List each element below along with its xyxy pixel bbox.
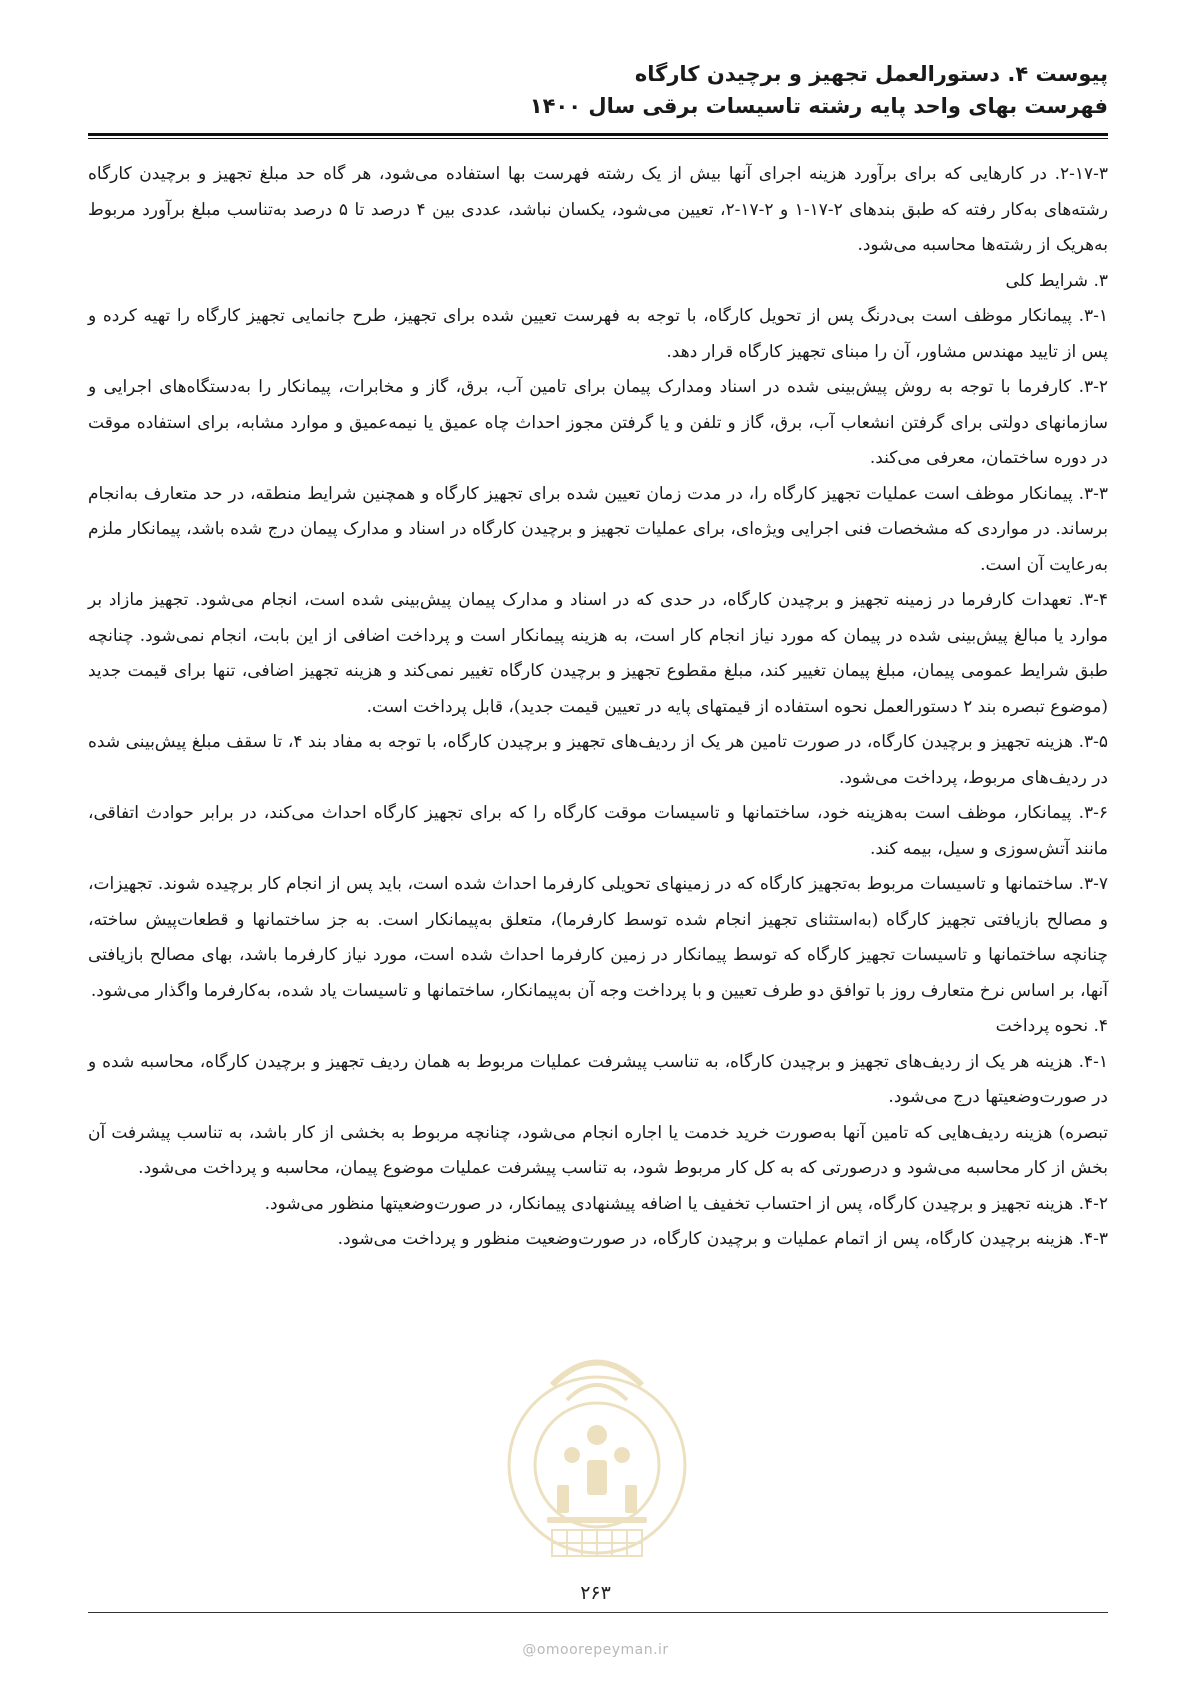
- section-heading-payment: ۴. نحوه پرداخت: [995, 1016, 1108, 1036]
- paragraph-3-2: ۳-۲. کارفرما با توجه به روش پیش‌بینی شده در اسناد ومدارک پیمان برای تامین آب، برق، گاز و مخابرات، پیمانکار را به‌دستگاه‌های اجرایی و سازمانهای دولتی برای گرفتن انشعاب آب، برق، گاز و تلفن و یا گرفتن مجوز احداث چاه عمیق یا نیمه‌عمیق و موارد مشابه، برای استفاده موقت در دوره ساختمان، معرفی می‌کند.: [88, 377, 1108, 468]
- header-title: پیوست ۴. دستورالعمل تجهیز و برچیدن کارگاه: [634, 62, 1108, 86]
- document-body: [88, 157, 1108, 1258]
- header-divider-thick: [88, 133, 1108, 136]
- paragraph-4-3: ۴-۳. هزینه برچیدن کارگاه، پس از اتمام عملیات و برچیدن کارگاه، در صورت‌وضعیت منظور و پرداخت می‌شود.: [337, 1229, 1108, 1249]
- seal-watermark-icon: [492, 1345, 702, 1570]
- paragraph-3-7: ۳-۷. ساختمانها و تاسیسات مربوط به‌تجهیز کارگاه که در زمینهای تحویلی کارفرما احداث شده است، باید پس از انجام کار برچیده شوند. تجهیزات، و مصالح بازیافتی تجهیز کارگاه (به‌استثنای تجهیز انجام شده توسط کارفرما)، متعلق به‌پیمانکار است. به جز ساختمانها و قطعات‌پیش ساخته، چنانچه ساختمانها و تاسیسات تجهیز کارگاه که توسط پیمانکار در زمین کارفرما احداث شده است، مورد نیاز کارفرما باشد، بهای مصالح بازیافتی آنها، بر اساس نرخ متعارف روز با توافق دو طرف تعیین و با پرداخت وجه آن به‌پیمانکار، ساختمانها و تاسیسات یاد شده، به‌کارفرما واگذار می‌شود.: [88, 874, 1108, 1001]
- header-divider-thin: [88, 138, 1108, 139]
- section-heading-general-conditions: ۳. شرایط کلی: [1005, 270, 1108, 291]
- paragraph-3-6: ۳-۶. پیمانکار، موظف است به‌هزینه خود، ساختمانها و تاسیسات موقت کارگاه را که برای تجهیز کارگاه احداث می‌کند، در برابر حوادث اتفاقی، مانند آتش‌سوزی و سیل، بیمه کند.: [88, 803, 1108, 859]
- footer-divider: [88, 1612, 1108, 1613]
- page-number: ۲۶۳: [580, 1582, 611, 1604]
- paragraph-note: تبصره) هزینه ردیف‌هایی که تامین آنها به‌صورت خرید خدمت یا اجاره انجام می‌شود، چنانچه مربوط به بخشی از کار باشد، به تناسب پیشرفت آن بخش از کار محاسبه می‌شود و درصورتی که به کل کار مربوط شود، به تناسب پیشرفت عملیات موضوع پیمان، محاسبه و پرداخت می‌شود.: [88, 1122, 1108, 1178]
- page-header: [88, 58, 1108, 122]
- paragraph-3-5: ۳-۵. هزینه تجهیز و برچیدن کارگاه، در صورت تامین هر یک از ردیف‌های تجهیز و برچیدن کارگاه، با توجه به مفاد بند ۴، تا سقف مبلغ پیش‌بینی شده در ردیف‌های مربوط، پرداخت می‌شود.: [88, 732, 1108, 788]
- paragraph-4-2: ۴-۲. هزینه تجهیز و برچیدن کارگاه، پس از احتساب تخفیف یا اضافه پیشنهادی پیمانکار، در صورت‌وضعیتها منظور می‌شود.: [264, 1193, 1108, 1214]
- paragraph-3-4: ۳-۴. تعهدات کارفرما در زمینه تجهیز و برچیدن کارگاه، در حدی که در اسناد و مدارک پیمان پیش‌بینی شده است، انجام می‌شود. تجهیز مازاد بر موارد یا مبالغ پیش‌بینی شده در پیمان که مورد نیاز انجام کار است، به هزینه پیمانکار است و پرداخت اضافی از این بابت، انجام نمی‌شود. چنانچه طبق شرایط عمومی پیمان، مبلغ پیمان تغییر کند، مبلغ مقطوع تجهیز و برچیدن کارگاه تغییر نمی‌کند و هزینه تجهیز اضافی، تنها برای قیمت جدید (موضوع تبصره بند ۲ دستورالعمل نحوه استفاده از قیمتهای پایه در تعیین قیمت جدید)، قابل پرداخت است.: [88, 590, 1108, 717]
- paragraph-4-1: ۴-۱. هزینه هر یک از ردیف‌های تجهیز و برچیدن کارگاه، به تناسب پیشرفت عملیات مربوط به همان ردیف تجهیز و برچیدن کارگاه، محاسبه شده و در صورت‌وضعیتها درج می‌شود.: [88, 1051, 1108, 1107]
- paragraph-2-17-3: ۲-۱۷-۳. در کارهایی که برای برآورد هزینه اجرای آنها بیش از یک رشته فهرست بها استفاده می‌شود، هر گاه حد مبلغ تجهیز و برچیدن کارگاه رشته‌های به‌کار رفته که طبق بندهای ۲-۱۷-۱ و ۲-۱۷-۲، تعیین می‌شود، یکسان نباشد، عددی بین ۴ درصد تا ۵ درصد به‌تناسب مبلغ برآورد مربوط به‌هریک از رشته‌ها محاسبه می‌شود.: [88, 164, 1108, 255]
- header-subtitle: فهرست بهای واحد پایه رشته تاسیسات برقی سال ۱۴۰۰: [529, 94, 1108, 118]
- paragraph-3-3: ۳-۳. پیمانکار موظف است عملیات تجهیز کارگاه را، در مدت زمان تعیین شده برای تجهیز کارگاه و همچنین شرایط منطقه، در حد متعارف به‌انجام برساند. در مواردی که مشخصات فنی اجرایی ویژه‌ای، برای عملیات تجهیز و برچیدن کارگاه در اسناد و مدارک پیمان درج شده باشد، پیمانکار ملزم به‌رعایت آن است.: [88, 483, 1108, 575]
- paragraph-3-1: ۳-۱. پیمانکار موظف است بی‌درنگ پس از تحویل کارگاه، با توجه به فهرست تعیین شده برای تجهیز، طرح جانمایی تجهیز کارگاه را تهیه کرده و پس از تایید مهندس مشاور، آن را مبنای تجهیز کارگاه قرار دهد.: [88, 306, 1108, 362]
- site-watermark-url: @omoorepeyman.ir: [522, 1642, 669, 1658]
